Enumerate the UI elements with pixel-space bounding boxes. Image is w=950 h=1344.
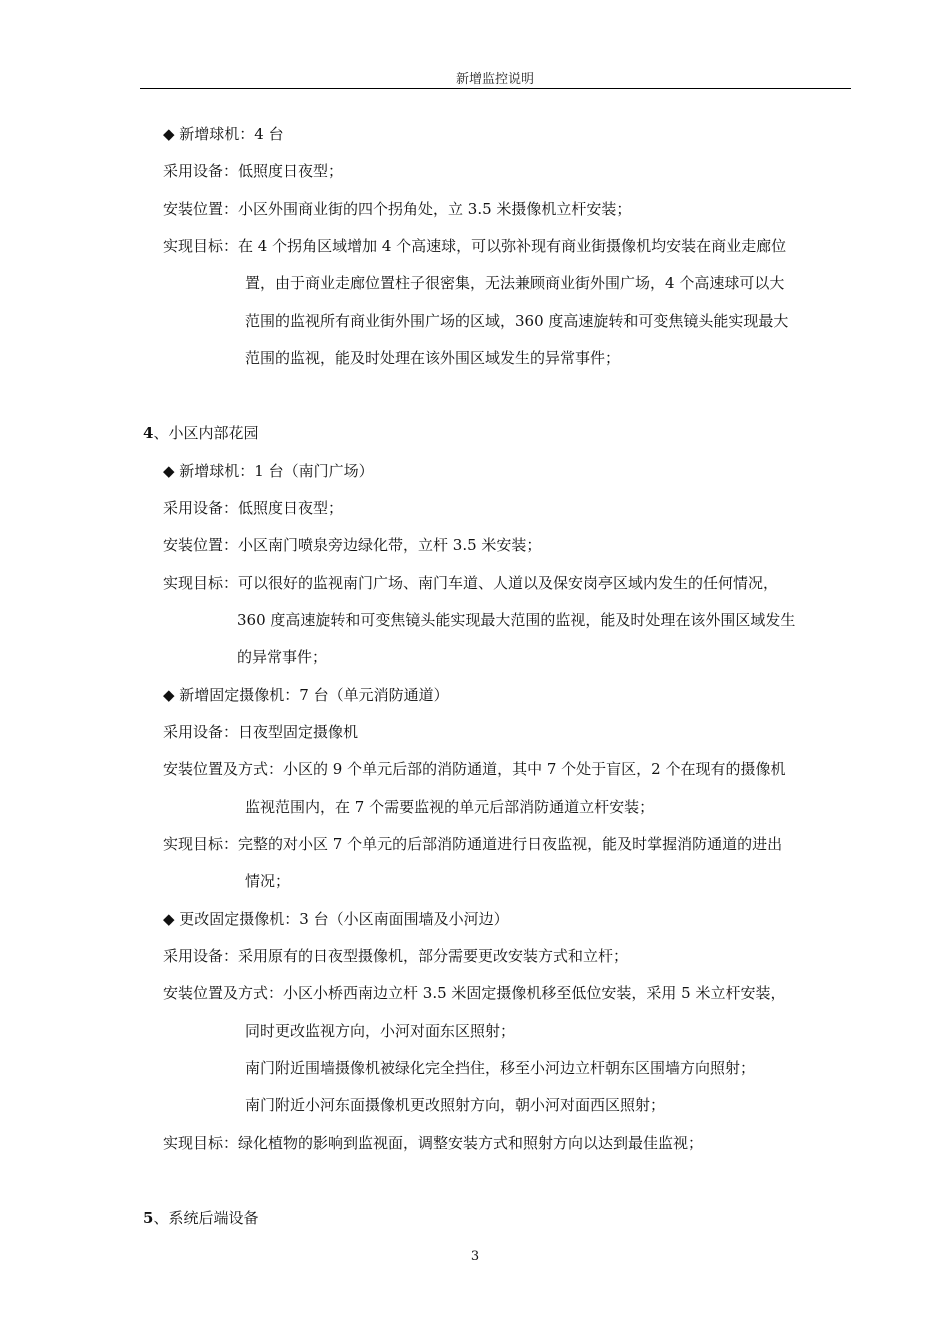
goal-line-cont: 的异常事件；: [237, 648, 328, 666]
goal-line-cont: 范围的监视所有商业街外围广场的区域，360 度高速旋转和可变焦镜头能实现最大: [245, 312, 789, 330]
device-line: 采用设备：低照度日夜型；: [163, 162, 344, 180]
bullet-heading-modify-camera-3: ◆ 更改固定摄像机：3 台（小区南面围墙及小河边）: [163, 910, 509, 928]
location-line-cont: 监视范围内，在 7 个需要监视的单元后部消防通道立杆安装；: [245, 798, 655, 816]
goal-line: 实现目标：在 4 个拐角区域增加 4 个高速球，可以弥补现有商业街摄像机均安装在商业走廊位: [163, 237, 787, 255]
location-line: 安装位置及方式：小区的 9 个单元后部的消防通道，其中 7 个处于盲区，2 个在现有的摄像机: [163, 760, 786, 778]
location-line-cont: 同时更改监视方向，小河对面东区照射；: [245, 1022, 516, 1040]
goal-line: 实现目标：绿化植物的影响到监视面，调整安装方式和照射方向以达到最佳监视；: [163, 1134, 704, 1152]
section-number: 4: [143, 424, 154, 442]
device-line: 采用设备：日夜型固定摄像机: [163, 723, 359, 741]
location-line-cont: 南门附近围墙摄像机被绿化完全挡住，移至小河边立杆朝东区围墙方向照射；: [245, 1059, 756, 1077]
device-line: 采用设备：采用原有的日夜型摄像机，部分需要更改安装方式和立杆；: [163, 947, 629, 965]
section-heading-4: [143, 423, 258, 443]
goal-line-cont: 情况；: [245, 872, 291, 890]
bullet-heading-dome-camera-4: ◆ 新增球机：4 台: [163, 125, 284, 143]
location-line-cont: 南门附近小河东面摄像机更改照射方向，朝小河对面西区照射；: [245, 1096, 666, 1114]
section-title: 、系统后端设备: [153, 1209, 259, 1227]
header-rule: [140, 88, 851, 89]
goal-line-cont: 置，由于商业走廊位置柱子很密集，无法兼顾商业街外围广场，4 个高速球可以大: [245, 274, 785, 292]
goal-line-cont: 360 度高速旋转和可变焦镜头能实现最大范围的监视，能及时处理在该外围区域发生: [237, 611, 796, 629]
location-line: 安装位置：小区南门喷泉旁边绿化带，立杆 3.5 米安装；: [163, 536, 542, 554]
bullet-heading-fixed-camera-7: ◆ 新增固定摄像机：7 台（单元消防通道）: [163, 686, 449, 704]
location-line: 安装位置：小区外围商业街的四个拐角处，立 3.5 米摄像机立杆安装；: [163, 200, 632, 218]
section-heading-5: [143, 1208, 258, 1228]
page-number: 3: [470, 1249, 480, 1264]
section-number: 5: [143, 1209, 154, 1227]
goal-line: 实现目标：可以很好的监视南门广场、南门车道、人道以及保安岗亭区域内发生的任何情况，: [163, 574, 779, 592]
page-header-title: 新增监控说明: [455, 72, 534, 87]
goal-line: 实现目标：完整的对小区 7 个单元的后部消防通道进行日夜监视，能及时掌握消防通道的进出: [163, 835, 783, 853]
section-title: 、小区内部花园: [153, 424, 259, 442]
bullet-heading-dome-camera-1: ◆ 新增球机：1 台（南门广场）: [163, 462, 374, 480]
device-line: 采用设备：低照度日夜型；: [163, 499, 344, 517]
goal-line-cont: 范围的监视，能及时处理在该外围区域发生的异常事件；: [245, 349, 621, 367]
location-line: 安装位置及方式：小区小桥西南边立杆 3.5 米固定摄像机移至低位安装，采用 5 米立杆安装，: [163, 984, 786, 1002]
